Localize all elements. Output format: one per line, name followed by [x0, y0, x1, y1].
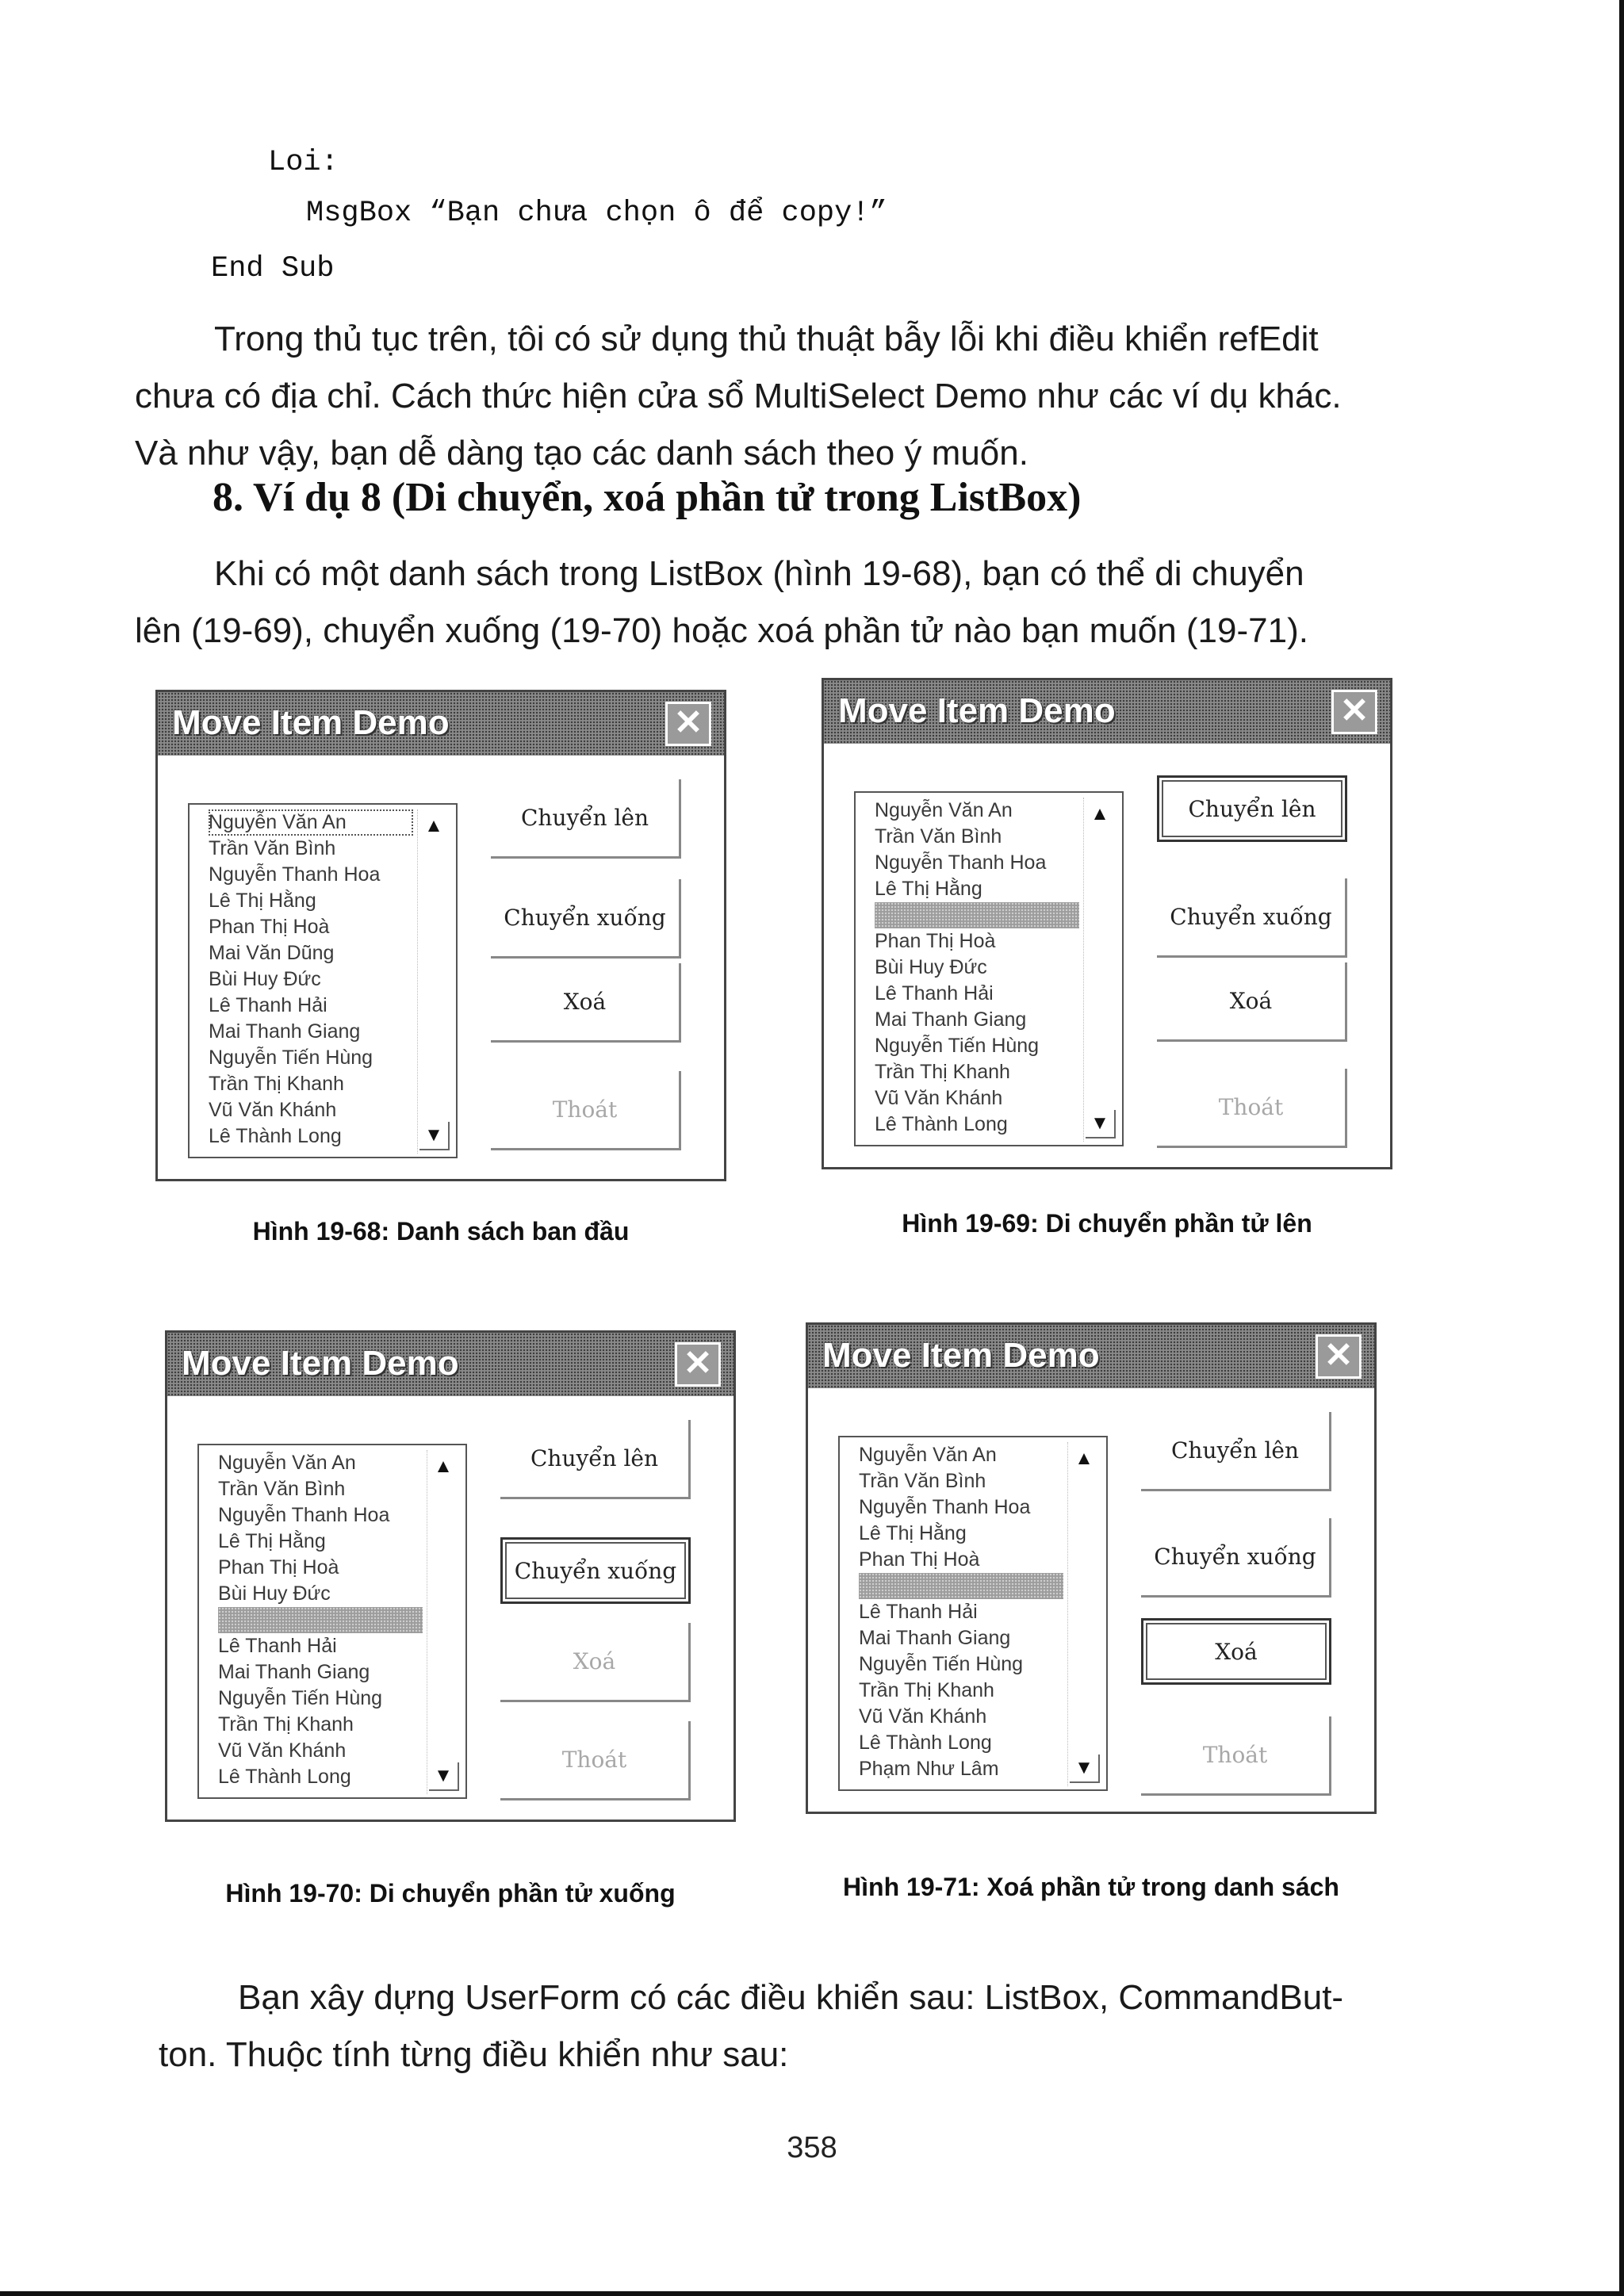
list-item[interactable]: Trần Thị Khanh — [859, 1679, 994, 1701]
list-item[interactable]: Nguyễn Tiến Hùng — [218, 1687, 383, 1709]
list-item[interactable]: Lê Thành Long — [859, 1732, 992, 1754]
move-up-button[interactable]: Chuyển lên — [500, 1420, 691, 1499]
list-item[interactable]: Lê Thành Long — [218, 1766, 351, 1788]
list-item[interactable]: Trần Văn Bình — [218, 1478, 346, 1500]
title-bar — [167, 1333, 733, 1396]
list-item[interactable]: Bùi Huy Đức — [875, 956, 987, 978]
move-down-button[interactable]: Chuyển xuống — [1157, 878, 1347, 958]
paragraph-line: lên (19-69), chuyển xuống (19-70) hoặc xoá phần tử nào bạn muốn (19-71). — [135, 611, 1308, 650]
delete-button[interactable]: Xoá — [1141, 1618, 1331, 1685]
code-line-label: Loi: — [268, 146, 339, 179]
list-item[interactable]: Mai Văn Dũng — [209, 942, 335, 964]
exit-button[interactable]: Thoát — [491, 1071, 681, 1150]
move-up-button[interactable]: Chuyển lên — [1141, 1412, 1331, 1491]
list-item[interactable]: Trần Văn Bình — [209, 837, 336, 859]
exit-button[interactable]: Thoát — [500, 1721, 691, 1800]
list-item[interactable]: Lê Thanh Hải — [875, 982, 994, 1004]
exit-button[interactable]: Thoát — [1141, 1716, 1331, 1796]
paragraph-line: chưa có địa chỉ. Cách thức hiện cửa sổ MultiSelect Demo như các ví dụ khác. — [135, 377, 1342, 415]
vertical-scrollbar[interactable] — [1083, 798, 1116, 1142]
list-item[interactable]: Nguyễn Văn An — [875, 799, 1013, 821]
list-item[interactable]: Nguyễn Thanh Hoa — [209, 863, 381, 886]
list-item[interactable]: Vũ Văn Khánh — [859, 1705, 987, 1728]
vertical-scrollbar[interactable] — [1067, 1442, 1100, 1786]
list-item[interactable]: Nguyễn Thanh Hoa — [875, 851, 1047, 874]
list-item[interactable]: Lê Thành Long — [875, 1113, 1008, 1135]
code-line-end-sub: End Sub — [211, 252, 335, 285]
list-item[interactable]: Phan Thị Hoà — [218, 1556, 339, 1578]
delete-button[interactable]: Xoá — [1157, 962, 1347, 1042]
figure-caption: Hình 19-69: Di chuyển phần tử lên — [902, 1209, 1312, 1238]
names-listbox[interactable] — [188, 803, 458, 1158]
page-edge-bottom — [0, 2291, 1624, 2296]
list-item[interactable]: Lê Thị Hằng — [218, 1530, 326, 1552]
list-item[interactable]: Mai Thanh Giang — [859, 1627, 1011, 1649]
paragraph-refedit — [135, 311, 1396, 482]
list-item[interactable]: Mai Thanh Giang — [218, 1661, 370, 1683]
scroll-down-arrow-icon[interactable]: ▼ — [419, 1122, 450, 1150]
dialog-title: Move Item Demo — [838, 691, 1116, 730]
list-item[interactable]: Lê Thành Long — [209, 1125, 342, 1147]
list-item-selected[interactable] — [218, 1607, 423, 1633]
list-item[interactable]: Lê Thanh Hải — [209, 994, 327, 1016]
scroll-up-arrow-icon[interactable]: ▲ — [434, 1456, 453, 1477]
list-item[interactable]: Mai Thanh Giang — [209, 1020, 361, 1043]
vertical-scrollbar[interactable] — [417, 809, 450, 1154]
list-item[interactable]: Bùi Huy Đức — [209, 968, 321, 990]
list-item[interactable]: Lê Thị Hằng — [209, 890, 316, 912]
list-item[interactable]: Nguyễn Tiến Hùng — [209, 1047, 373, 1069]
list-item[interactable]: Nguyễn Văn An — [209, 809, 413, 836]
paragraph-line: Trong thủ tục trên, tôi có sử dụng thủ thuật bẫy lỗi khi điều khiển refEdit — [214, 320, 1319, 358]
scroll-up-arrow-icon[interactable]: ▲ — [424, 815, 443, 836]
page-edge-right — [1619, 0, 1624, 2296]
title-bar — [158, 692, 724, 756]
list-item[interactable]: Trần Thị Khanh — [875, 1061, 1010, 1083]
dialog-figure-19-70 — [165, 1330, 736, 1822]
list-item[interactable]: Phan Thị Hoà — [859, 1548, 980, 1571]
list-item[interactable]: Nguyễn Thanh Hoa — [218, 1504, 390, 1526]
figure-caption: Hình 19-68: Danh sách ban đầu — [252, 1217, 630, 1246]
scroll-up-arrow-icon[interactable]: ▲ — [1090, 803, 1109, 825]
dialog-title: Move Item Demo — [822, 1336, 1100, 1375]
dialog-title: Move Item Demo — [172, 703, 450, 742]
list-item-selected[interactable] — [859, 1573, 1063, 1599]
delete-button[interactable]: Xoá — [500, 1623, 691, 1702]
scroll-up-arrow-icon[interactable]: ▲ — [1074, 1448, 1094, 1469]
list-item[interactable]: Lê Thị Hằng — [875, 878, 982, 900]
list-item[interactable]: Nguyễn Tiến Hùng — [859, 1653, 1024, 1675]
list-item[interactable]: Lê Thanh Hải — [859, 1601, 978, 1623]
move-down-button[interactable]: Chuyển xuống — [1141, 1518, 1331, 1598]
list-item[interactable]: Trần Văn Bình — [875, 825, 1002, 848]
move-down-button[interactable]: Chuyển xuống — [500, 1537, 691, 1604]
move-down-button[interactable]: Chuyển xuống — [491, 879, 681, 959]
list-item[interactable]: Nguyễn Thanh Hoa — [859, 1496, 1031, 1518]
list-item[interactable]: Vũ Văn Khánh — [875, 1087, 1003, 1109]
dialog-figure-19-69 — [822, 678, 1392, 1169]
paragraph-line: ton. Thuộc tính từng điều khiển như sau: — [159, 2035, 789, 2074]
names-listbox[interactable] — [838, 1436, 1108, 1791]
section-heading: 8. Ví dụ 8 (Di chuyển, xoá phần tử trong ListBox) — [213, 475, 1082, 520]
list-item[interactable]: Mai Thanh Giang — [875, 1008, 1027, 1031]
list-item[interactable]: Trần Văn Bình — [859, 1470, 986, 1492]
page-number: 358 — [787, 2131, 837, 2164]
list-item-selected[interactable] — [875, 902, 1079, 928]
list-item[interactable]: Phan Thị Hoà — [209, 916, 330, 938]
scroll-down-arrow-icon[interactable]: ▼ — [1070, 1755, 1100, 1783]
list-item[interactable]: Phan Thị Hoà — [875, 930, 996, 952]
figure-caption: Hình 19-71: Xoá phần tử trong danh sách — [843, 1873, 1339, 1901]
list-item[interactable]: Phạm Như Lâm — [859, 1758, 999, 1780]
code-line-msgbox: MsgBox “Bạn chưa chọn ô để copy!” — [306, 197, 887, 230]
list-item[interactable]: Vũ Văn Khánh — [218, 1739, 347, 1762]
title-bar — [824, 680, 1390, 744]
paragraph-userform — [159, 1969, 1427, 2084]
dialog-figure-19-71 — [806, 1322, 1377, 1814]
paragraph-line: Bạn xây dựng UserForm có các điều khiển sau: ListBox, CommandBut- — [238, 1978, 1344, 2017]
dialog-title: Move Item Demo — [182, 1344, 459, 1383]
vertical-scrollbar[interactable] — [427, 1450, 459, 1794]
scroll-down-arrow-icon[interactable]: ▼ — [1086, 1110, 1116, 1138]
paragraph-line: Khi có một danh sách trong ListBox (hình 19-68), bạn có thể di chuyển — [214, 554, 1304, 593]
list-item[interactable]: Nguyễn Văn An — [218, 1452, 356, 1474]
exit-button[interactable]: Thoát — [1157, 1069, 1347, 1148]
list-item[interactable]: Vũ Văn Khánh — [209, 1099, 337, 1121]
list-item[interactable]: Trần Thị Khanh — [218, 1713, 354, 1735]
move-up-button[interactable]: Chuyển lên — [491, 779, 681, 859]
names-listbox[interactable] — [197, 1444, 467, 1799]
figure-caption: Hình 19-70: Di chuyển phần tử xuống — [225, 1879, 676, 1908]
names-listbox[interactable] — [854, 791, 1124, 1146]
title-bar — [808, 1325, 1374, 1388]
list-item[interactable]: Bùi Huy Đức — [218, 1582, 331, 1605]
list-item[interactable]: Lê Thanh Hải — [218, 1635, 337, 1657]
list-item[interactable]: Nguyễn Tiến Hùng — [875, 1035, 1040, 1057]
paragraph-line: Và như vậy, bạn dễ dàng tạo các danh sách theo ý muốn. — [135, 434, 1028, 473]
close-icon[interactable]: ✕ — [1331, 690, 1377, 734]
paragraph-intro — [135, 545, 1396, 660]
dialog-figure-19-68 — [155, 690, 726, 1181]
close-icon[interactable]: ✕ — [675, 1342, 721, 1387]
delete-button[interactable]: Xoá — [491, 963, 681, 1043]
close-icon[interactable]: ✕ — [665, 702, 711, 746]
scroll-down-arrow-icon[interactable]: ▼ — [429, 1762, 459, 1791]
list-item[interactable]: Nguyễn Văn An — [859, 1444, 997, 1466]
close-icon[interactable]: ✕ — [1316, 1334, 1362, 1379]
move-up-button[interactable]: Chuyển lên — [1157, 775, 1347, 842]
list-item[interactable]: Trần Thị Khanh — [209, 1073, 344, 1095]
list-item[interactable]: Lê Thị Hằng — [859, 1522, 967, 1544]
